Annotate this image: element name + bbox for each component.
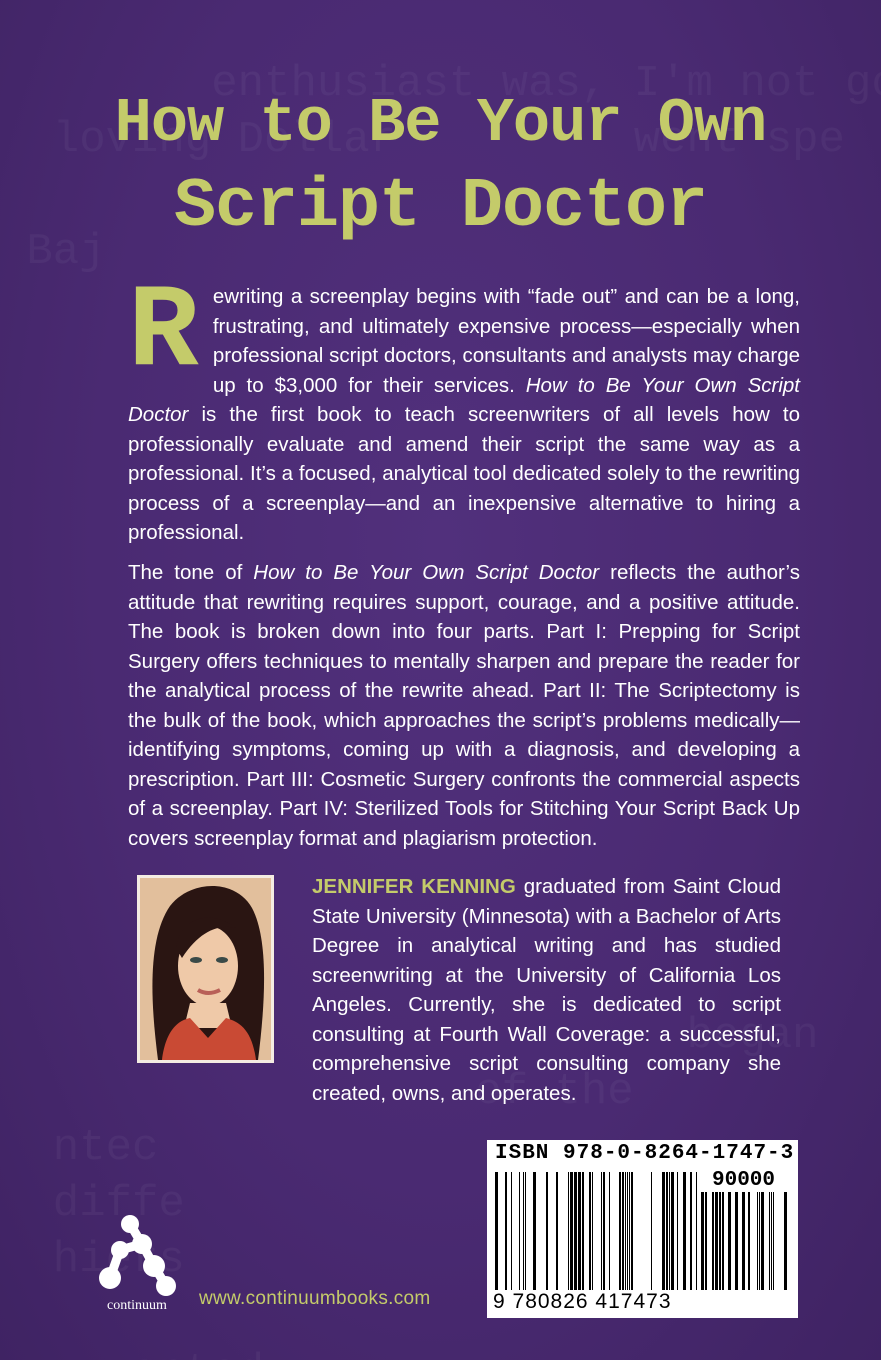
blurb-paragraph-1 [128, 267, 800, 548]
blurb-2-text-b: reflects the author’s attitude that rewriting requires support, courage, and a positive attitude. The book is broken down into four parts. Part I: Prepping for Script Surgery offers techniques to mentally sharpen and prepare the reader for the analytical process of the rewrite ahead. Part II: The Scriptectomy is the bulk of the book, which approaches the script’s problems medically—identifying symptoms, coming up with a diagnosis, and developing a prescription. Part III: Cosmetic Surgery confronts the commercial aspects of a screenplay. Part IV: Sterilized Tools for Stitching Your Script Back Up covers screenplay format and plagiarism protection. [128, 561, 800, 850]
book-title [0, 84, 881, 252]
drop-cap: R [128, 267, 199, 400]
title-line-2: Script Doctor [173, 168, 708, 247]
continuum-logo-icon [92, 1210, 182, 1298]
blurb-1-text-b: is the first book to teach screenwriters of all levels how to professionally evaluate and amend their script the same way as a professional. It’s a focused, analytical tool dedicated solely to the rewriting process of a screenplay—and an inexpensive alternative to hiring a professional. [128, 403, 800, 544]
author-bio [312, 872, 781, 1108]
author-portrait-illustration [140, 878, 271, 1060]
barcode-digits: 9 780826 417473 [493, 1290, 793, 1314]
isbn-number: ISBN 978-0-8264-1747-3 [495, 1142, 795, 1165]
isbn-barcode [487, 1140, 798, 1318]
blurb-1-text-a: ewriting a screenplay begins with “fade out” and can be a long, frustrating, and ultimately expensive process—especially when professional script doctors, consultants and analysts may charge up to $3,000 for their services. [212, 285, 800, 397]
blurb-2-text-a: The tone of [128, 561, 254, 584]
blurb-paragraph-2 [128, 558, 800, 853]
author-name: JENNIFER KENNING [312, 875, 516, 898]
author-bio-text: graduated from Saint Cloud State University (Minnesota) with a Bachelor of Arts Degree in analytical writing and has studied screenwriting at the University of California Los Angeles. Currently, she is dedicated to script consulting at Fourth Wall Coverage: a successful, comprehensive script consulting company she created, owns, and operates. [312, 875, 782, 1105]
price-code: 90000 [697, 1170, 790, 1192]
publisher-url: www.continuumbooks.com [199, 1288, 431, 1309]
author-photo [137, 875, 274, 1063]
blurb-1-book-title: How to Be Your Own Script Doctor [128, 373, 800, 426]
publisher-logo [92, 1210, 182, 1320]
blurb-2-book-title: How to Be Your Own Script Doctor [253, 561, 600, 584]
publisher-name: continuum [107, 1298, 167, 1313]
title-line-1: How to Be Your Own [114, 88, 767, 159]
